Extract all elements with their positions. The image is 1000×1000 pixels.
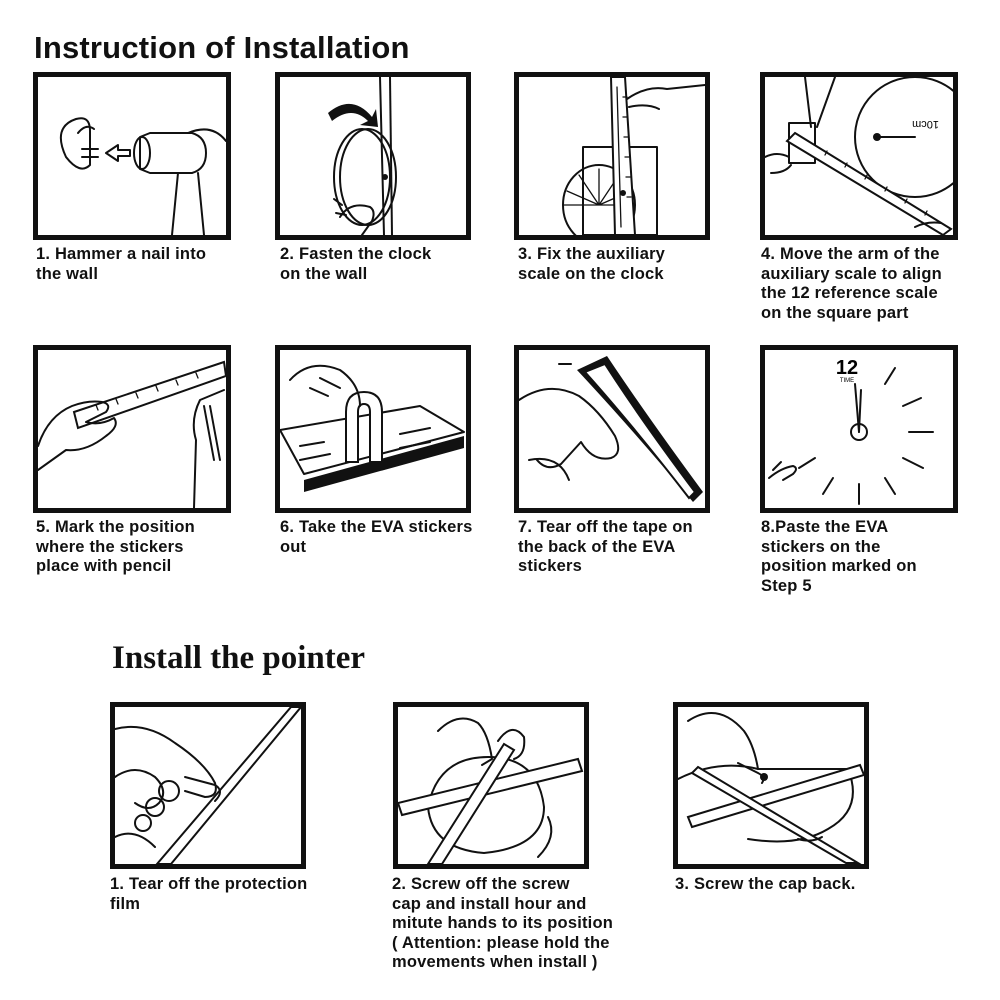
step-2-caption: 2. Fasten the clock on the wall <box>280 245 432 283</box>
hammer-nail-icon <box>38 77 226 235</box>
step-4-caption: 4. Move the arm of the auxiliary scale to align the 12 reference scale on the square part <box>761 245 942 322</box>
align-scale-icon <box>765 77 953 235</box>
auxiliary-scale-icon <box>519 77 705 235</box>
eva-stickers-icon <box>280 350 466 508</box>
pointer-step-3-caption: 3. Screw the cap back. <box>675 875 856 893</box>
pointer-step-1-caption: 1. Tear off the protection film <box>110 875 308 913</box>
step-3-caption: 3. Fix the auxiliary scale on the clock <box>518 245 666 283</box>
tear-tape-icon <box>519 350 705 508</box>
step-6-caption: 6. Take the EVA stickers out <box>280 518 473 556</box>
step-8-illustration <box>760 345 958 513</box>
installation-title: Instruction of Installation <box>34 30 410 65</box>
install-hands-icon <box>398 707 584 864</box>
step-5-caption: 5. Mark the position where the stickers place with pencil <box>36 518 195 575</box>
step-7-caption: 7. Tear off the tape on the back of the EVA stickers <box>518 518 693 575</box>
step-3-illustration <box>514 72 710 240</box>
step-7-illustration <box>514 345 710 513</box>
step-2-illustration <box>275 72 471 240</box>
pointer-step-3-illustration <box>673 702 869 869</box>
protection-film-icon <box>115 707 301 864</box>
step-1-illustration <box>33 72 231 240</box>
step-4-illustration <box>760 72 958 240</box>
step-1-caption: 1. Hammer a nail into the wall <box>36 245 207 283</box>
logo-text: 12 <box>835 357 859 379</box>
pencil-mark-icon <box>38 350 226 508</box>
step-5-illustration <box>33 345 231 513</box>
step-8-caption: 8.Paste the EVA stickers on the position marked on Step 5 <box>761 518 917 595</box>
pointer-title: Install the pointer <box>112 640 366 676</box>
fasten-clock-icon <box>280 77 466 235</box>
pointer-step-2-illustration <box>393 702 589 869</box>
pointer-step-1-illustration <box>110 702 306 869</box>
paste-stickers-icon <box>765 350 953 508</box>
step-6-illustration <box>275 345 471 513</box>
pointer-step-2-caption: 2. Screw off the screw cap and install hour and mitute hands to its position ( Attention: please hold the movements when install ) <box>392 875 614 971</box>
logo-sub: TIME <box>839 378 855 384</box>
scale-text: 10cm <box>912 118 939 130</box>
screw-cap-icon <box>678 707 864 864</box>
